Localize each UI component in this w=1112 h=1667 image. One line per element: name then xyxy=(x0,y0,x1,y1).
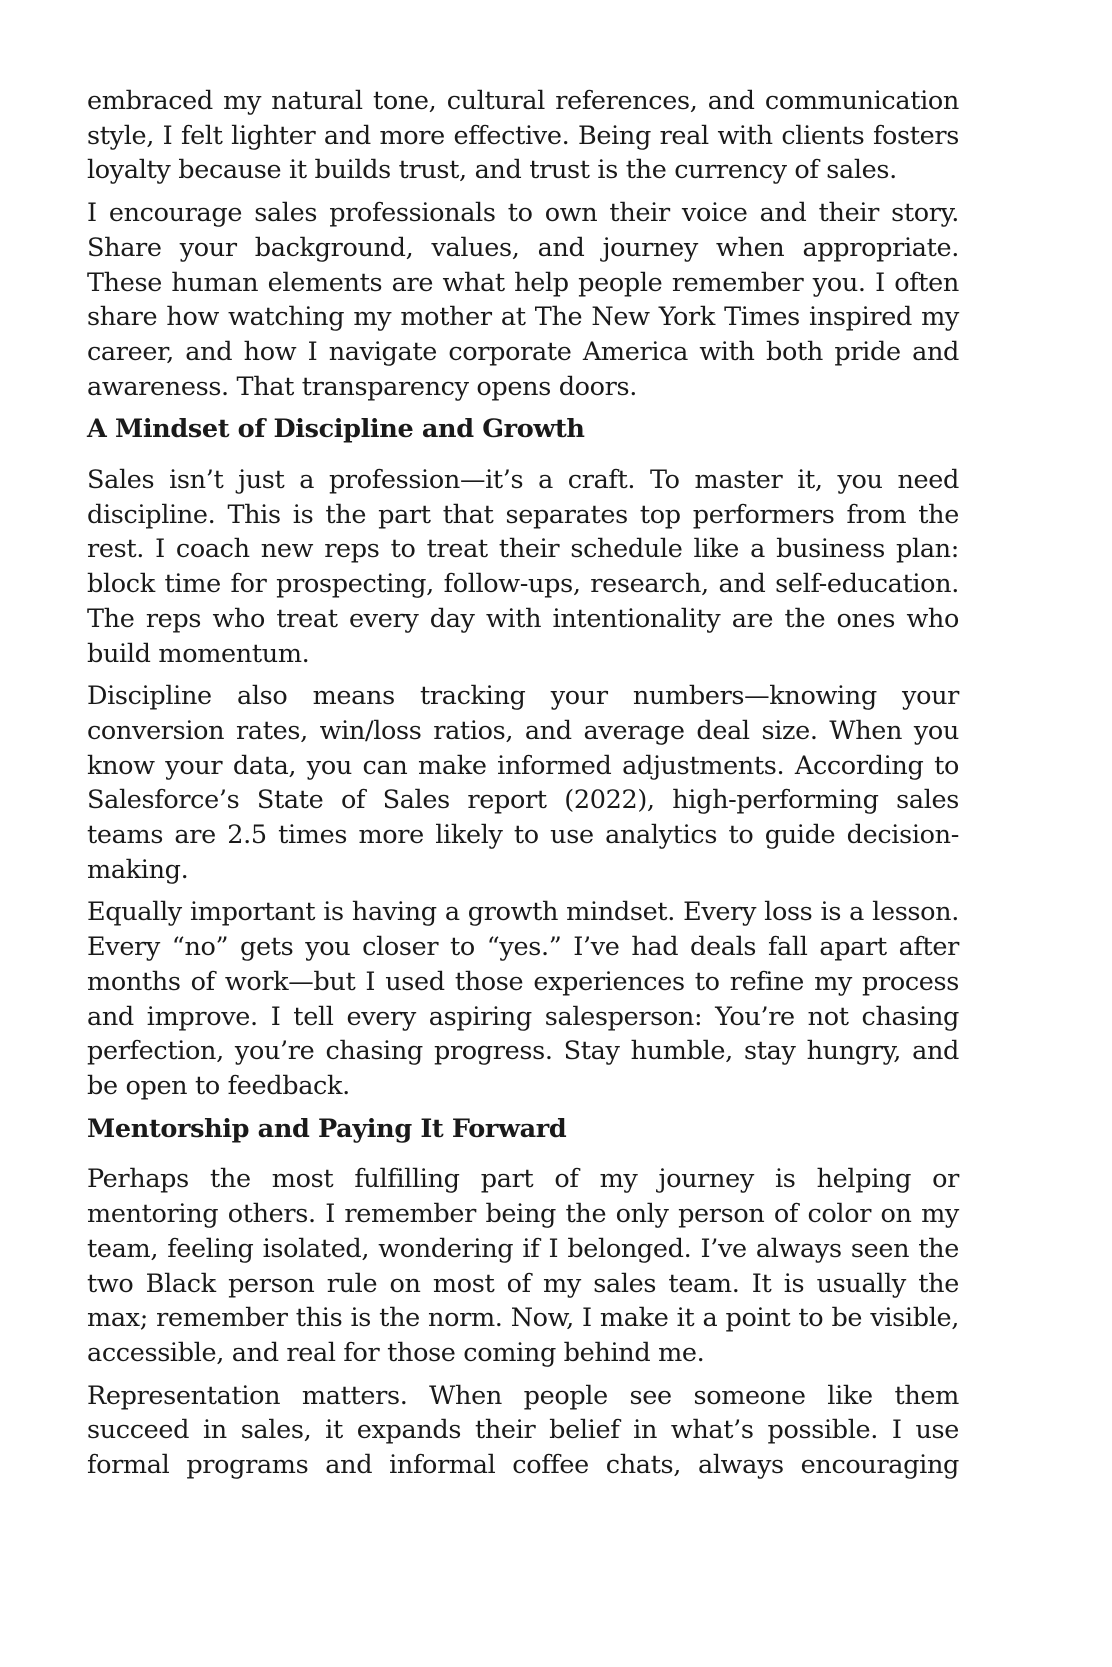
paragraph-representation: Representation matters. When people see someone like them succeed in sales, it expands their belief in what’s possible. I use formal programs and informal coffee chats, always encouraging xyxy=(87,1380,959,1481)
paragraph-sales-craft: Sales isn’t just a profession—it’s a craft. To master it, you need discipline. This is the part that separates top performers from the rest. I coach new reps to treat their schedule like a business plan: block time for prospecting, follow-ups, research, and self-education. The reps who treat every day with intentionality are the ones who build momentum. xyxy=(87,465,959,669)
document-page xyxy=(87,84,959,1491)
paragraph-own-your-voice: I encourage sales professionals to own their voice and their story. Share your background, values, and journey when appropriate. These human elements are what help people remember you. I often share how watching my mother at The New York Times inspired my career, and how I navigate corporate America with both pride and awareness. That transparency opens doors. xyxy=(87,198,959,402)
paragraph-mentoring-others: Perhaps the most fulfilling part of my journey is helping or mentoring others. I remember being the only person of color on my team, feeling isolated, wondering if I belonged. I’ve always seen the two Black person rule on most of my sales team. It is usually the max; remember this is the norm. Now, I make it a point to be visible, accessible, and real for those coming behind me. xyxy=(87,1164,959,1368)
paragraph-authenticity-continued: embraced my natural tone, cultural references, and communication style, I felt lighter and more effective. Being real with clients fosters loyalty because it builds trust, and trust is the currency of sales. xyxy=(87,86,959,186)
section-heading-mentorship: Mentorship and Paying It Forward xyxy=(87,1113,567,1144)
paragraph-growth-mindset: Equally important is having a growth mindset. Every loss is a lesson. Every “no” gets you closer to “yes.” I’ve had deals fall apart after months of work—but I used those experiences to refine my process and improve. I tell every aspiring salesperson: You’re not chasing perfection, you’re chasing progress. Stay humble, stay hungry, and be open to feedback. xyxy=(87,897,959,1101)
paragraph-tracking-numbers: Discipline also means tracking your numbers—knowing your conversion rates, win/loss ratios, and average deal size. When you know your data, you can make informed adjustments. According to Salesforce’s State of Sales report (2022), high-performing sales teams are 2.5 times more likely to use analytics to guide decision-making. xyxy=(87,681,959,885)
section-heading-discipline-growth: A Mindset of Discipline and Growth xyxy=(87,414,585,445)
